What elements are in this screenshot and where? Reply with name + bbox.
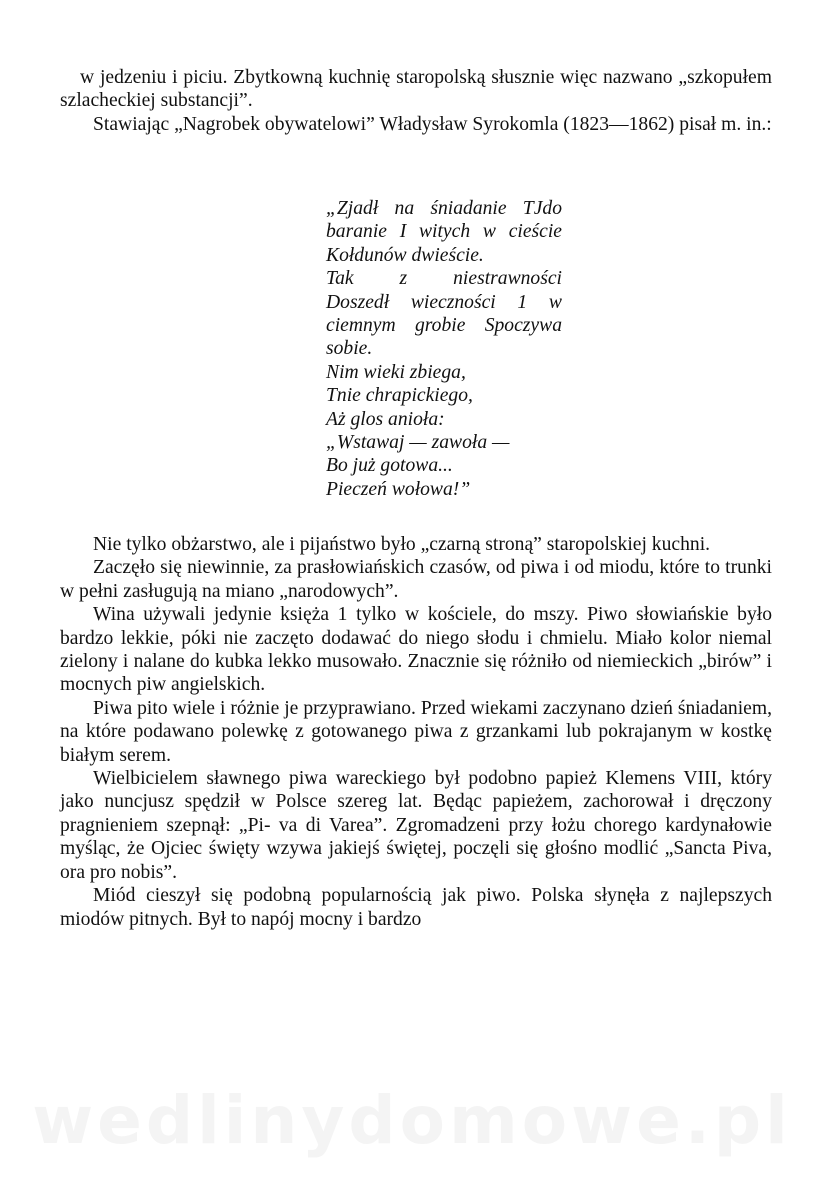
poem-line: „Zjadł na śniadanie TJdo bbox=[326, 198, 562, 219]
paragraph: Wielbicielem sławnego piwa wareckiego był podobno papież Klemens VIII, który jako nuncjusz spędził w Polsce szereg lat. Będąc papieżem, zachorował i dręczony pragnieniem szepnął: „Pi- va di Varea”. Zgromadzeni przy łożu chorego kardynałowie myśląc, że Ojciec święty wzywa jakiejś świętej, poczęli się głośno modlić „Sancta Piva, ora pro nobis”. bbox=[60, 768, 772, 883]
poem-line: baranie I witych w cieście bbox=[326, 221, 562, 243]
poem-line: Tnie chrapickiego, bbox=[326, 385, 473, 407]
paragraph: Zaczęło się niewinnie, za prasłowiańskich czasów, od piwa i od miodu, które to trunki w pełni zasługują na miano „narodowych”. bbox=[60, 557, 772, 602]
poem-line: Pieczeń wołowa!” bbox=[326, 478, 471, 500]
poem-line: Aż glos anioła: bbox=[326, 408, 445, 430]
poem-line: „Wstawaj — zawoła — bbox=[326, 432, 510, 454]
poem-line: Doszedł wieczności 1 w bbox=[326, 291, 562, 313]
intro-text bbox=[60, 66, 772, 136]
body-text bbox=[60, 533, 772, 931]
paragraph: Nie tylko obżarstwo, ale i pijaństwo było „czarną stroną” staropolskiej kuchni. bbox=[93, 534, 711, 555]
poem-line: Tak z niestrawności bbox=[326, 268, 562, 290]
poem-line: ciemnym grobie Spoczywa bbox=[326, 315, 562, 337]
paragraph-intro-1: w jedzeniu i piciu. Zbytkowną kuchnię staropolską słusznie więc nazwano „szkopułem szlacheckiej substancji”. bbox=[60, 67, 772, 112]
poem-epitaph bbox=[326, 197, 562, 501]
poem-line: Nim wieki zbiega, bbox=[326, 361, 466, 383]
watermark: wedlinydomowe.pl bbox=[32, 1082, 792, 1159]
paragraph-intro-2: Stawiając „Nagrobek obywatelowi” Władysław Syrokomla (1823—1862) pisał m. in.: bbox=[93, 113, 772, 135]
poem-line: Bo już gotowa... bbox=[326, 455, 453, 477]
paragraph: Piwa pito wiele i różnie je przyprawiano. Przed wiekami zaczynano dzień śniadaniem, na które podawano polewkę z gotowanego piwa z grzankami lub pokrajanym w kostkę białym serem. bbox=[60, 697, 772, 766]
paragraph: Wina używali jedynie księża 1 tylko w kościele, do mszy. Piwo słowiańskie było bardzo lekkie, póki nie zaczęto dodawać do niego słodu i chmielu. Miało kolor niemal zielony i nalane do kubka lekko musowało. Znacznie się różniło od niemieckich „birów” i mocnych piw angielskich. bbox=[60, 604, 772, 696]
poem-line: Kołdunów dwieście. bbox=[326, 244, 484, 266]
poem-line: sobie. bbox=[326, 338, 373, 360]
paragraph: Miód cieszył się podobną popularnością jak piwo. Polska słynęła z najlepszych miodów pitnych. Był to napój mocny i bardzo bbox=[60, 885, 772, 930]
